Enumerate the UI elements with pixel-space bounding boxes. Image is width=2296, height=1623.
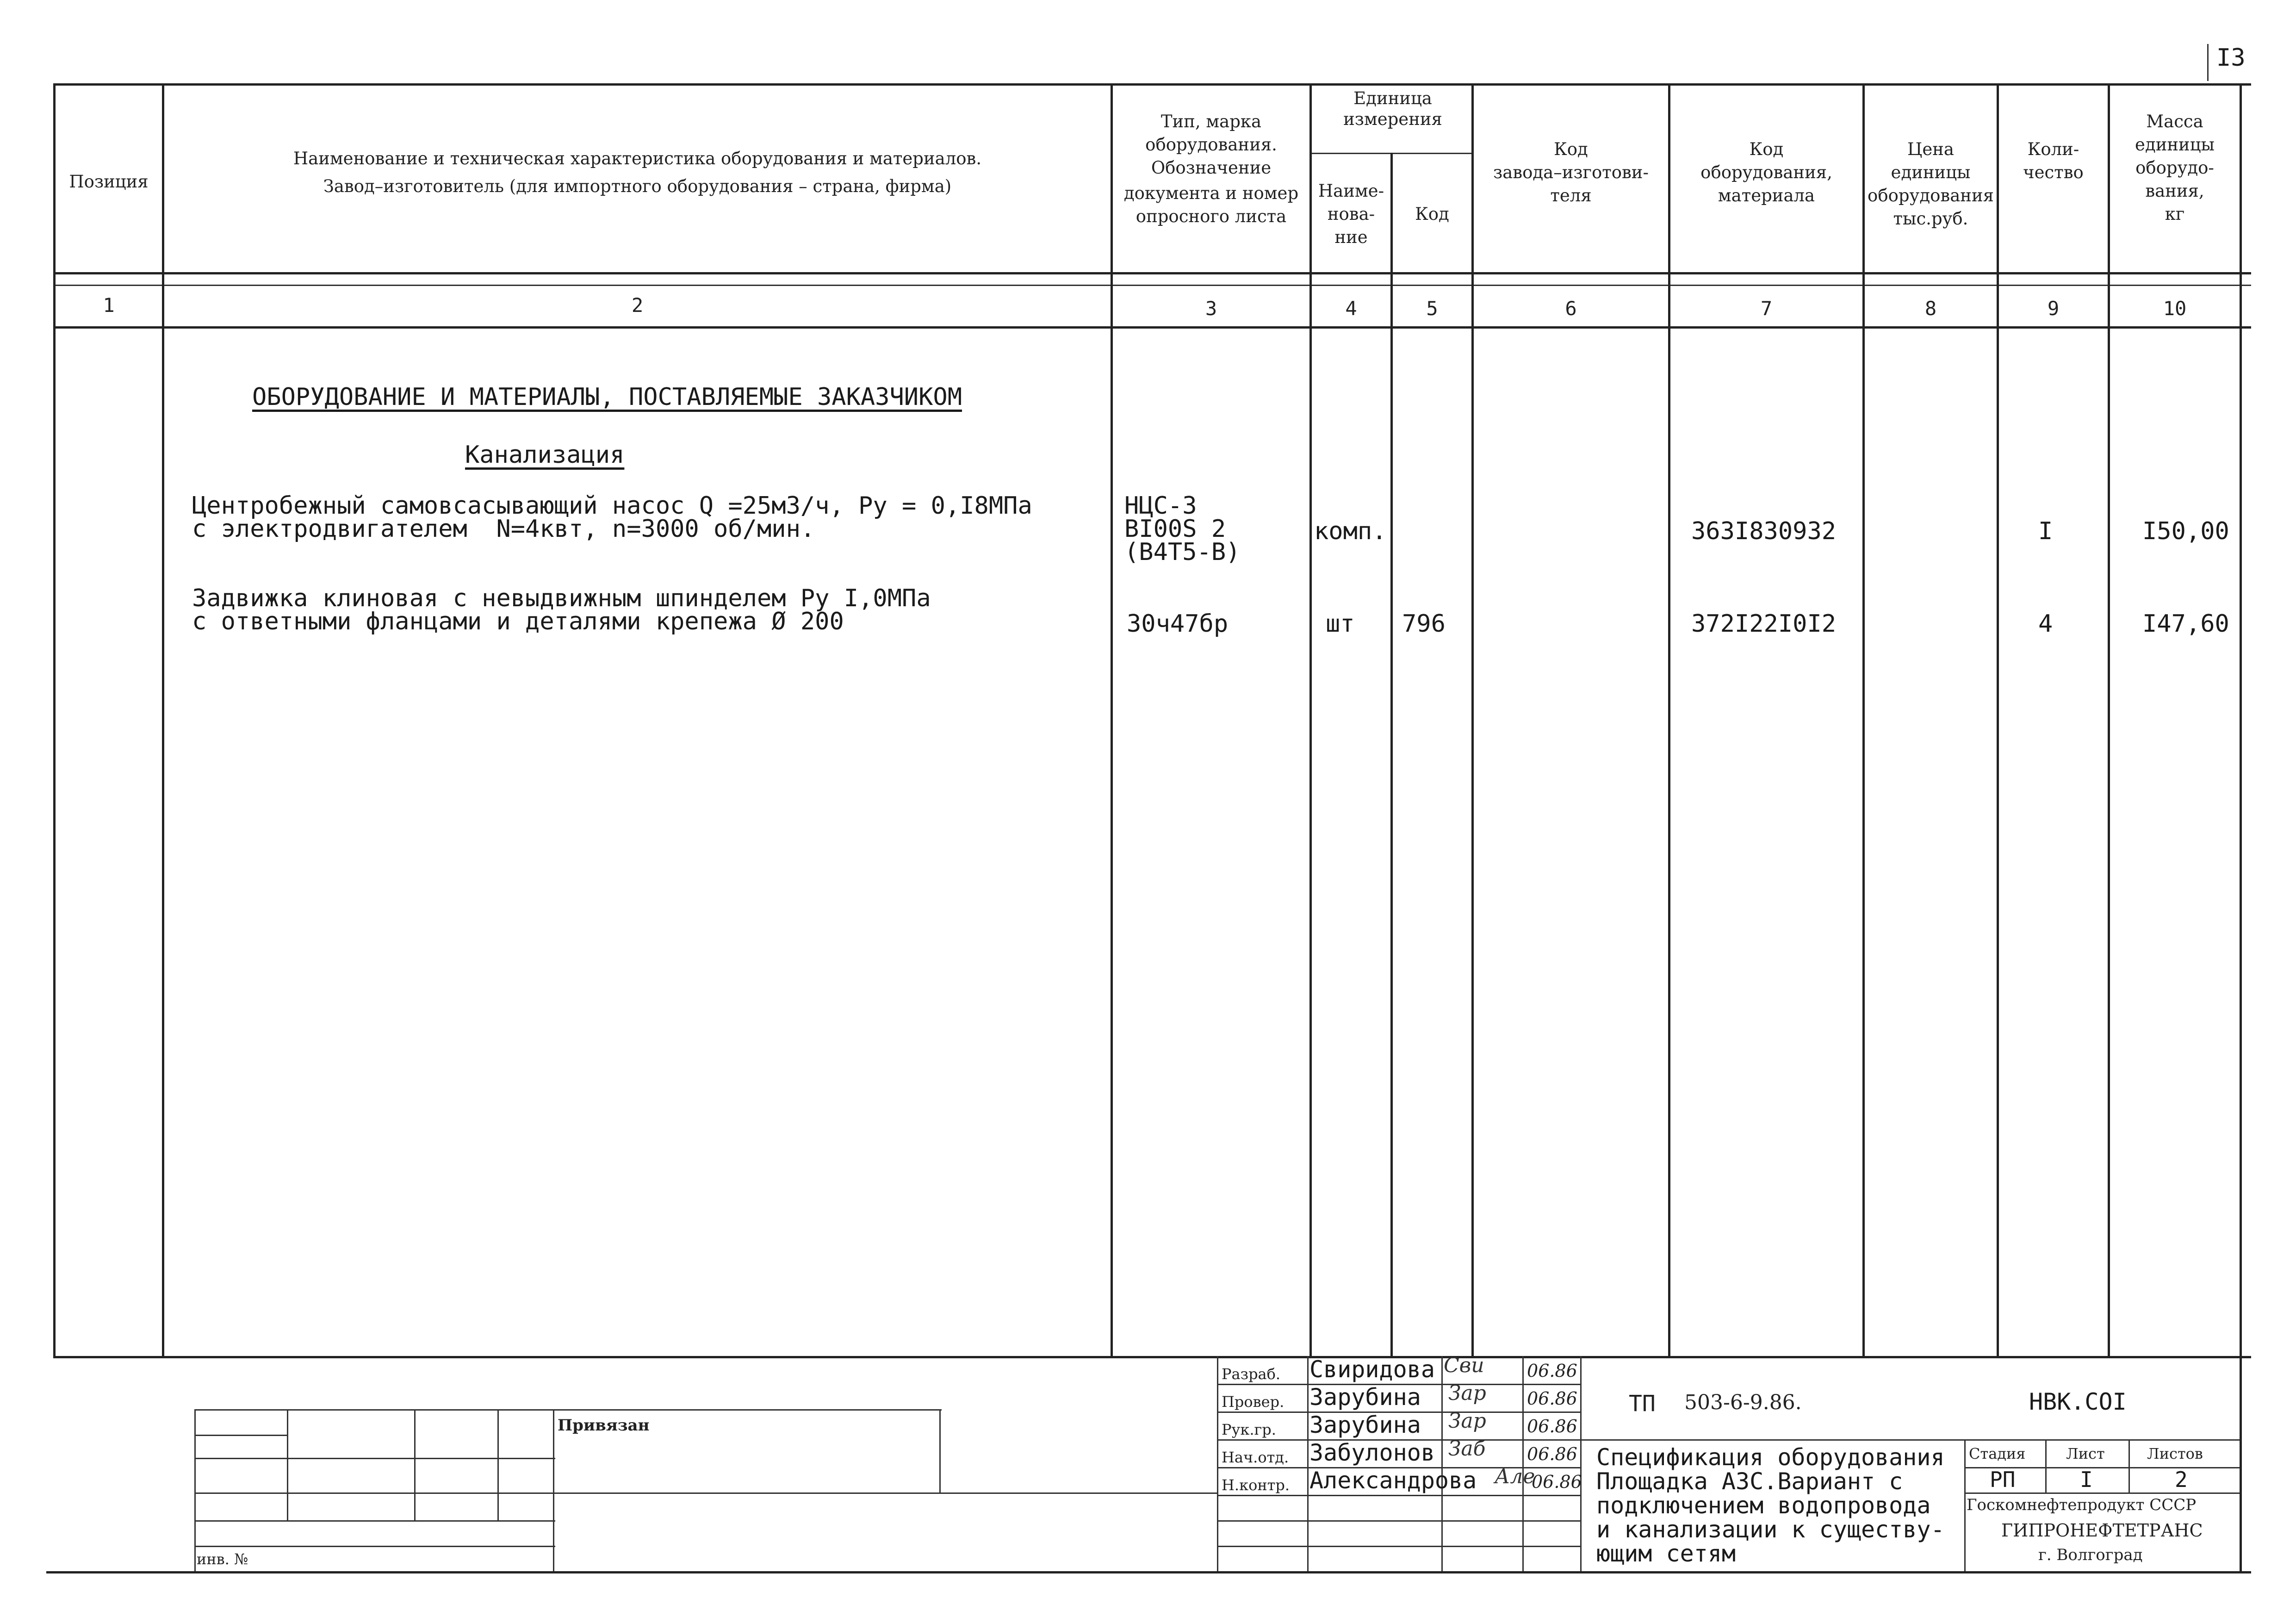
header-unit-code: Код <box>1415 204 1449 224</box>
sheets-label: Листов <box>2147 1445 2203 1462</box>
column-number: 7 <box>1760 297 1773 320</box>
item-mass: I47,60 <box>2142 610 2229 638</box>
signature-mark: Сви <box>1444 1354 1484 1377</box>
document-code: НВК.СОI <box>2029 1388 2127 1415</box>
header-name-line2: Завод–изготовитель (для импортного оборудования – страна, фирма) <box>323 176 952 196</box>
column-number: 1 <box>103 294 115 317</box>
signature-mark: Зар <box>1448 1381 1486 1405</box>
column-number: 2 <box>631 294 644 317</box>
item-unit-code: 796 <box>1402 610 1446 638</box>
signature-mark: Заб <box>1448 1437 1486 1461</box>
column-number: 6 <box>1565 297 1577 320</box>
item-code: 372I22I0I2 <box>1691 610 1837 638</box>
item-type-line: 30ч47бр <box>1127 610 1229 638</box>
item-name-line: с электродвигателем N=4квт, n=3000 об/мин. <box>192 515 815 543</box>
column-number: 4 <box>1345 297 1357 320</box>
item-quantity: 4 <box>2038 610 2053 638</box>
column-number: 8 <box>1924 297 1937 320</box>
header-position: Позиция <box>69 172 149 192</box>
item-type-line: BI00S 2 <box>1124 515 1226 543</box>
item-unit-name: шт <box>1326 610 1355 638</box>
signature-mark: Зар <box>1448 1409 1486 1433</box>
page-number: I3 <box>2216 44 2246 72</box>
item-unit-name: комп. <box>1314 517 1387 545</box>
item-type-line: НЦС-3 <box>1124 492 1197 520</box>
tied-label: Привязан <box>558 1416 650 1435</box>
stage-value: РП <box>1990 1467 2016 1492</box>
item-quantity: I <box>2038 517 2053 545</box>
project-number: 503-6-9.86. <box>1684 1391 1802 1414</box>
item-name-line: Центробежный самовсасывающий насос Q =25м3/ч, Ру = 0,I8МПа <box>192 492 1032 520</box>
signature-mark: Але <box>1495 1465 1535 1488</box>
column-number: 10 <box>2163 297 2187 320</box>
item-code: 363I830932 <box>1691 517 1837 545</box>
header-name-line1: Наименование и техническая характеристика оборудования и материалов. <box>293 149 982 168</box>
column-number: 5 <box>1426 297 1438 320</box>
item-name-line: Задвижка клиновая с невыдвижным шпинделем Ру I,0МПа <box>192 585 931 612</box>
section-title: ОБОРУДОВАНИЕ И МАТЕРИАЛЫ, ПОСТАВЛЯЕМЫЕ ЗАКАЗЧИКОМ <box>252 383 962 411</box>
item-mass: I50,00 <box>2142 517 2229 545</box>
subsection-title: Канализация <box>465 441 625 469</box>
project-prefix: ТП <box>1629 1391 1656 1417</box>
column-number: 3 <box>1205 297 1217 320</box>
inventory-number-label: инв. № <box>197 1550 248 1568</box>
stage-label: Стадия <box>1969 1445 2026 1462</box>
sheet-label: Лист <box>2066 1445 2105 1462</box>
column-number: 9 <box>2047 297 2060 320</box>
page-number-divider <box>2207 44 2209 81</box>
item-type-line: (В4Т5-В) <box>1124 538 1241 566</box>
sheet-value: I <box>2080 1467 2093 1492</box>
item-name-line: с ответными фланцами и деталями крепежа Ø 200 <box>192 608 844 635</box>
sheets-value: 2 <box>2175 1467 2188 1492</box>
